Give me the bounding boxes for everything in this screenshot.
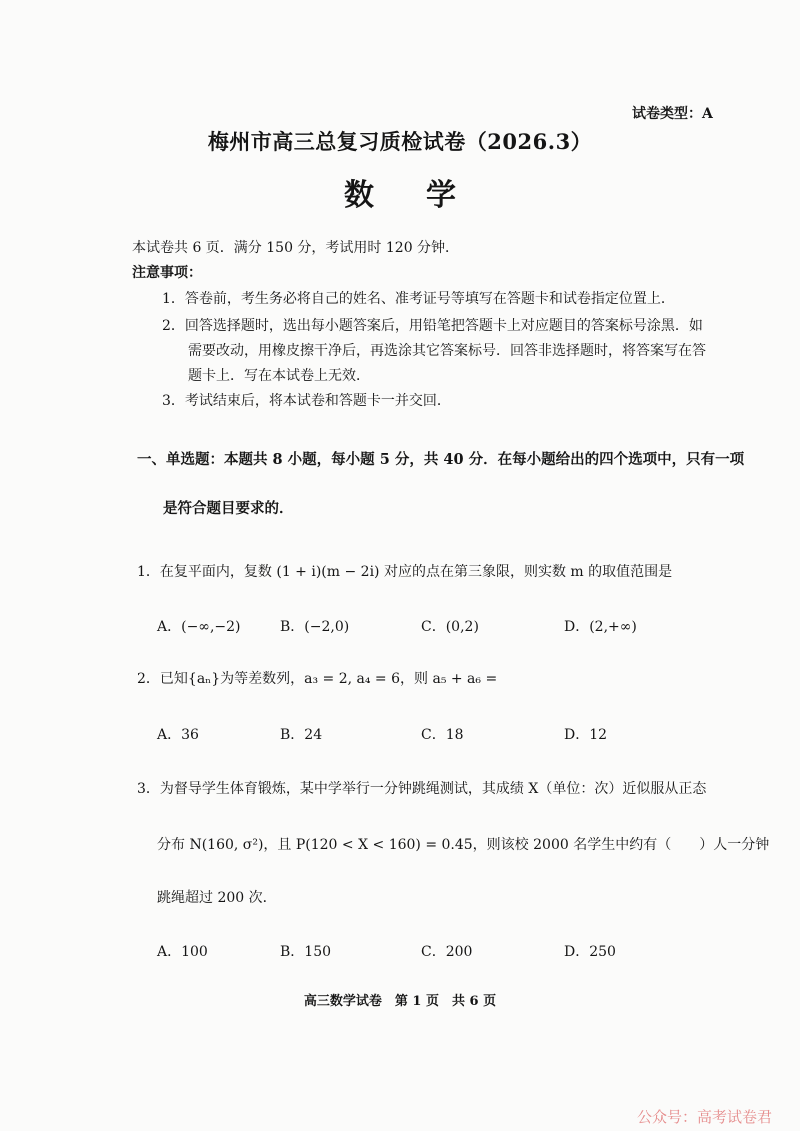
question-2-option-b: B．24 <box>280 727 323 743</box>
subject-heading: 数学 <box>344 178 508 213</box>
paper-type-label: 试卷类型：A <box>632 106 713 122</box>
notice-title: 注意事项： <box>132 265 202 281</box>
exam-title: 梅州市高三总复习质检试卷（2026.3） <box>207 129 593 154</box>
notice-item-2-line-3: 题卡上．写在本试卷上无效． <box>188 368 370 384</box>
question-1-option-d: D．(2,+∞) <box>564 619 637 635</box>
notice-item-3: 3．考试结束后，将本试卷和答题卡一并交回． <box>162 393 451 409</box>
question-1: 1．在复平面内，复数 (1 + i)(m − 2i) 对应的点在第三象限，则实数 m 的取值范围是 <box>137 564 673 580</box>
question-1-option-c: C．(0,2) <box>421 619 479 635</box>
question-2-option-a: A．36 <box>157 727 199 743</box>
question-3-line-3: 跳绳超过 200 次． <box>157 890 277 906</box>
notice-item-1: 1．答卷前，考生务必将自己的姓名、准考证号等填写在答题卡和试卷指定位置上． <box>162 291 675 307</box>
question-3-option-b: B．150 <box>280 944 332 960</box>
notice-item-2-line-1: 2．回答选择题时，选出每小题答案后，用铅笔把答题卡上对应题目的答案标号涂黑．如 <box>162 318 703 334</box>
question-2: 2．已知{aₙ}为等差数列，a₃ = 2, a₄ = 6，则 a₅ + a₆ = <box>137 671 498 687</box>
question-3-option-c: C．200 <box>421 944 473 960</box>
question-1-option-a: A．(−∞,−2) <box>157 619 241 635</box>
question-3-option-d: D．250 <box>564 944 616 960</box>
question-2-option-d: D．12 <box>564 727 608 743</box>
question-3-line-1: 3．为督导学生体育锻炼，某中学举行一分钟跳绳测试，其成绩 X（单位：次）近似服从正态 <box>137 781 707 797</box>
section-heading-line-1: 一、单选题：本题共 8 小题，每小题 5 分，共 40 分．在每小题给出的四个选项中，只有一项 <box>137 451 745 468</box>
section-heading-line-2: 是符合题目要求的． <box>163 500 294 517</box>
question-3-line-2: 分布 N(160, σ²)，且 P(120 < X < 160) = 0.45，则该校 2000 名学生中约有（ ）人一分钟 <box>157 837 770 853</box>
question-3-option-a: A．100 <box>157 944 208 960</box>
question-1-option-b: B．(−2,0) <box>280 619 350 635</box>
exam-intro: 本试卷共 6 页．满分 150 分，考试用时 120 分钟． <box>132 240 460 256</box>
question-2-option-c: C．18 <box>421 727 464 743</box>
page-footer: 高三数学试卷 第 1 页 共 6 页 <box>303 994 497 1009</box>
watermark: 公众号：高考试卷君 <box>636 1108 772 1126</box>
notice-item-2-line-2: 需要改动，用橡皮擦干净后，再选涂其它答案标号．回答非选择题时，将答案写在答 <box>188 343 706 359</box>
